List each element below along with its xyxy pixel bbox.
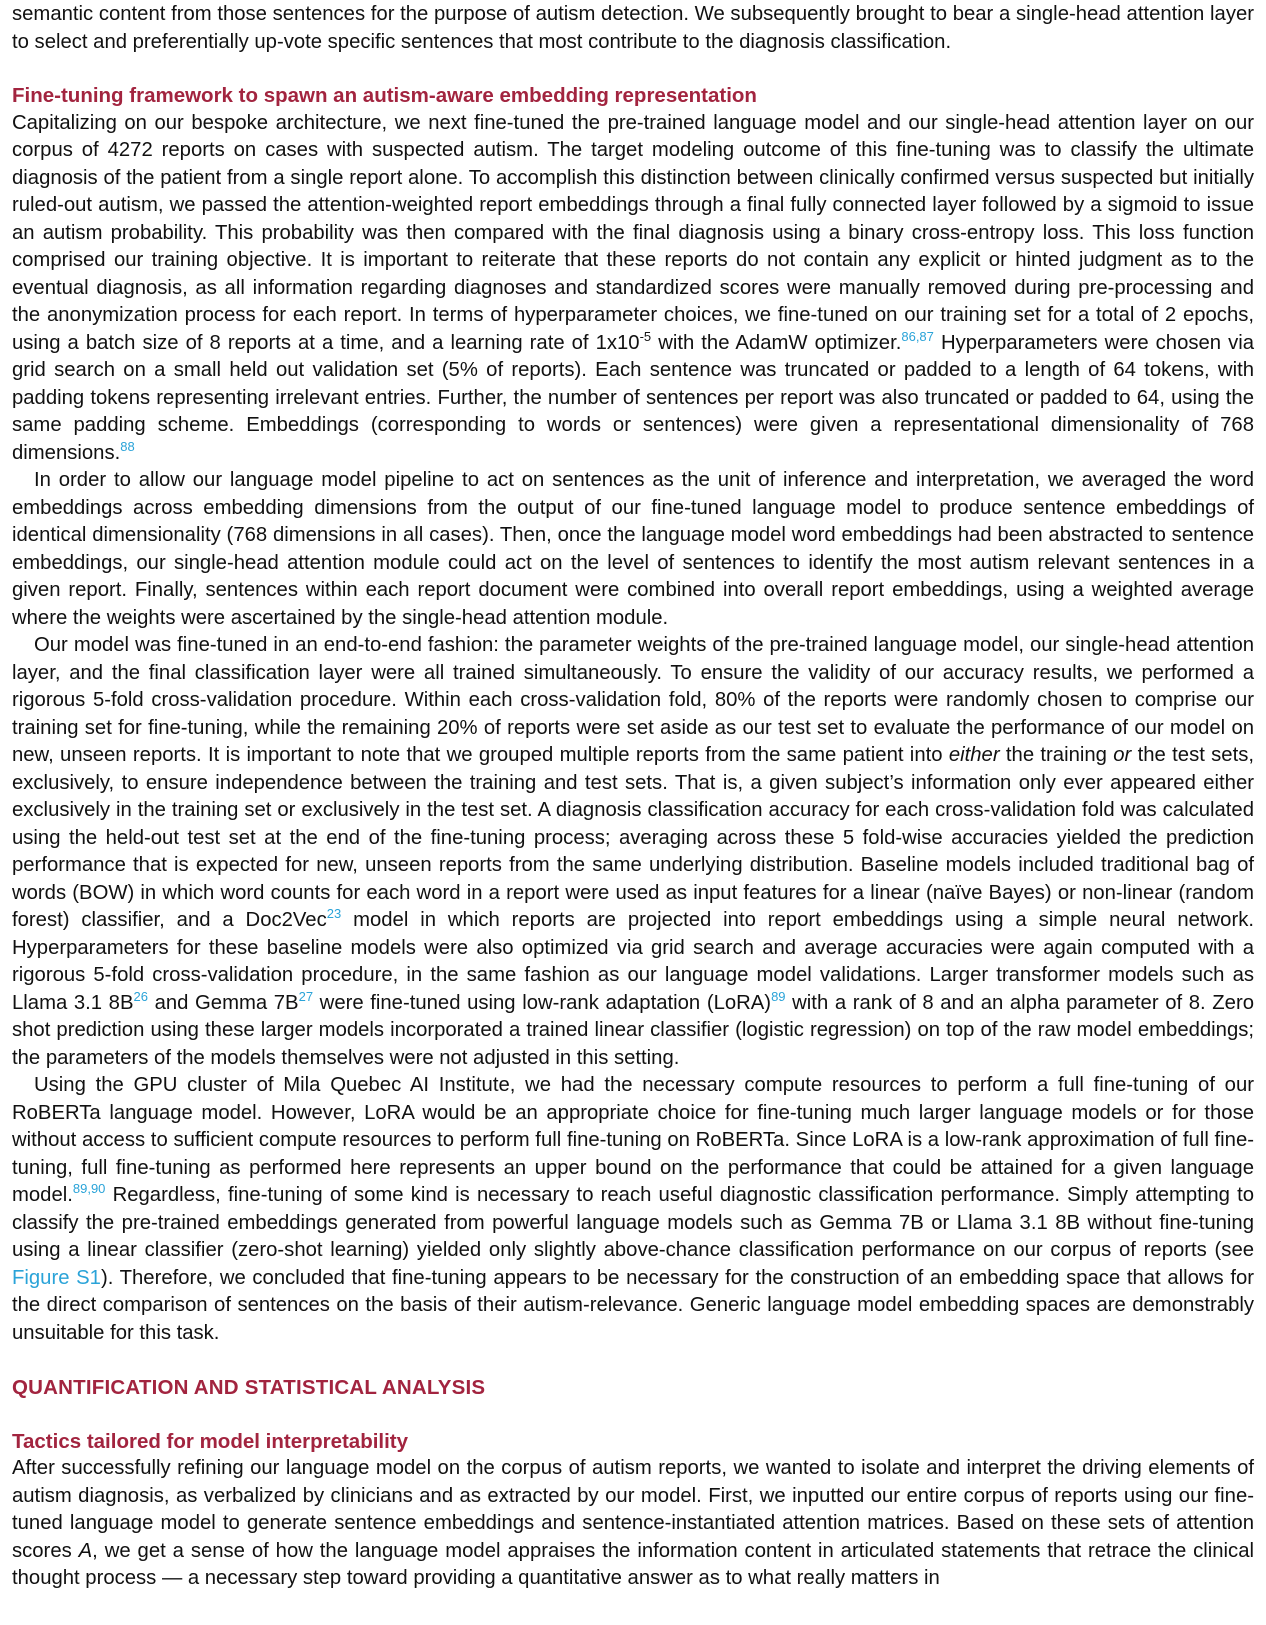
finetune-p3-text-d: model in which reports are projected into report embeddings using a simple neural network. Hyperparameters for these baseline models were also optimized via grid search and average accuracies were again computed with a rigorous 5-fold cross-validation procedure, in the same fashion as our language model validations. Larger transformer models such as Llama 3.1 8B xyxy=(12,909,1254,1014)
figure-s1-link[interactable]: Figure S1 xyxy=(12,1266,101,1289)
finetune-paragraph-3 xyxy=(12,632,1254,1072)
interpretability-paragraph xyxy=(12,1455,1254,1593)
finetune-p1-text-a: Capitalizing on our bespoke architecture, we next fine-tuned the pre-trained language model and our single-head attention layer on our corpus of 4272 reports on cases with suspected autism. The target modeling outcome of this fine-tuning was to classify the ultimate diagnosis of the patient from a single report alone. To accomplish this distinction between clinically confirmed versus suspected but initially ruled-out autism, we passed the attention-weighted report embeddings through a final fully connected layer followed by a sigmoid to issue an autism probability. This probability was then compared with the final diagnosis using a binary cross-entropy loss. This loss function comprised our training objective. It is important to reiterate that these reports do not contain any explicit or hinted judgment as to the eventual diagnosis, as all information regarding diagnoses and standardized scores were manually removed during pre-processing and the anonymization process for each report. In terms of hyperparameter choices, we fine-tuned on our training set for a total of 2 epochs, using a batch size of 8 reports at a time, and a learning rate of 1x10 xyxy=(12,111,1254,354)
finetune-p4-text-b: Regardless, fine-tuning of some kind is necessary to reach useful diagnostic classification performance. Simply attempting to classify the pre-trained embeddings generated from powerful language models such as Gemma 7B or Llama 3.1 8B without fine-tuning using a linear classifier (zero-shot learning) yielded only slightly above-chance classification performance on our corpus of reports (see xyxy=(12,1184,1254,1261)
finetune-p4-text-c: ). Therefore, we concluded that fine-tuning appears to be necessary for the construction of an embedding space that allows for the direct comparison of sentences on the basis of their autism-relevance. Generic language model embedding spaces are demonstrably unsuitable for this task. xyxy=(12,1266,1254,1344)
emphasis-or: or xyxy=(1113,744,1132,766)
finetune-p3-text-f: were fine-tuned using low-rank adaptation (LoRA) xyxy=(313,991,772,1014)
emphasis-either: either xyxy=(948,744,1000,766)
interpretability-text-a: After successfully refining our language model on the corpus of autism reports, we wanted to isolate and interpret the driving elements of autism diagnosis, as verbalized by clinicians and as extracted by our model. First, we inputted our entire corpus of reports using our fine-tuned language model to generate sentence embeddings and sentence-instantiated attention matrices. Based on these sets of attention scores xyxy=(12,1457,1254,1562)
finetune-p1-text-c: Hyperparameters were chosen via grid search on a small held out validation set (5% of reports). Each sentence was truncated or padded to a length of 64 tokens, with padding tokens representing irrelevant entries. Further, the number of sentences per report was also truncated or padded to 64, using the same padding scheme. Embeddings (corresponding to words or sentences) were given a representational dimensionality of 768 dimensions. xyxy=(12,331,1255,464)
citation-link[interactable]: 26 xyxy=(133,988,148,1004)
attention-symbol: A xyxy=(78,1539,93,1562)
finetune-p3-text-g: with a rank of 8 and an alpha parameter of 8. Zero shot prediction using these larger models incorporated a trained linear classifier (logistic regression) on top of the raw model embeddings; the parameters of the models themselves were not adjusted in this setting. xyxy=(12,991,1254,1069)
interpretability-text-b: , we get a sense of how the language model appraises the information content in articulated statements that retrace the clinical thought process — a necessary step toward providing a quantitative answer as to what really matters in xyxy=(12,1539,1254,1589)
finetune-paragraph-2 xyxy=(12,467,1254,632)
finetune-p3-text-c: the test sets, exclusively, to ensure independence between the training and test sets. That is, a given subject’s information only ever appeared either exclusively in the training set or exclusively in the test set. A diagnosis classification accuracy for each cross-validation fold was calculated using the held-out test set at the end of the fine-tuning process; averaging across these 5 fold-wise accuracies yielded the prediction performance that is expected for new, unseen reports from the same underlying distribution. Baseline models included traditional bag of words (BOW) in which word counts for each word in a report were used as input features for a linear (naïve Bayes) or non-linear (random forest) classifier, and a Doc2Vec xyxy=(12,744,1254,931)
finetune-p1-text-b: with the AdamW optimizer. xyxy=(651,331,902,354)
intro-text: semantic content from those sentences for the purpose of autism detection. We subsequently brought to bear a single-head attention layer to select and preferentially up-vote specific sentences that most contribute to the diagnosis classification. xyxy=(12,3,1254,53)
learning-rate-exponent: -5 xyxy=(639,328,652,344)
finetune-p2-text: In order to allow our language model pipeline to act on sentences as the unit of inference and interpretation, we averaged the word embeddings across embedding dimensions from the output of our fine-tuned language model to produce sentence embeddings of identical dimensionality (768 dimensions in all cases). Then, once the language model word embeddings had been abstracted to sentence embeddings, our single-head attention module could act on the level of sentences to identify the most autism relevant sentences in a given report. Finally, sentences within each report document were combined into overall report embeddings, using a weighted average where the weights were ascertained by the single-head attention module. xyxy=(12,469,1254,629)
finetune-paragraph-1 xyxy=(12,110,1254,468)
finetune-p3-text-e: and Gemma 7B xyxy=(147,991,299,1014)
quantification-section-heading: QUANTIFICATION AND STATISTICAL ANALYSIS xyxy=(12,1376,486,1399)
citation-link[interactable]: 86,87 xyxy=(901,328,934,344)
paper-page xyxy=(0,1,1266,1625)
citation-link[interactable]: 23 xyxy=(326,906,342,922)
finetune-p3-text-b: the training xyxy=(999,744,1114,766)
citation-link[interactable]: 89 xyxy=(771,988,786,1004)
interpretability-heading: Tactics tailored for model interpretability xyxy=(12,1429,409,1453)
citation-link[interactable]: 88 xyxy=(120,438,135,454)
finetune-p4-text-a: Using the GPU cluster of Mila Quebec AI Institute, we had the necessary compute resources to perform a full fine-tuning of our RoBERTa language model. However, LoRA would be an appropriate choice for fine-tuning much larger language models or for those without access to sufficient compute resources to perform full fine-tuning on RoBERTa. Since LoRA is a low-rank approximation of full fine-tuning, full fine-tuning as performed here represents an upper bound on the performance that could be attained for a given language model. xyxy=(12,1074,1254,1206)
citation-link[interactable]: 27 xyxy=(298,988,314,1004)
intro-paragraph xyxy=(12,1,1254,56)
finetune-p3-text-a: Our model was fine-tuned in an end-to-end fashion: the parameter weights of the pre-trained language model, our single-head attention layer, and the final classification layer were all trained simultaneously. To ensure the validity of our accuracy results, we performed a rigorous 5-fold cross-validation procedure. Within each cross-validation fold, 80% of the reports were randomly chosen to comprise our training set for fine-tuning, while the remaining 20% of reports were set aside as our test set to evaluate the performance of our model on new, unseen reports. It is important to note that we grouped multiple reports from the same patient into xyxy=(12,634,1254,766)
citation-link[interactable]: 89,90 xyxy=(72,1181,106,1197)
finetune-paragraph-4 xyxy=(12,1072,1254,1347)
finetune-heading: Fine-tuning framework to spawn an autism-aware embedding representation xyxy=(12,84,757,107)
